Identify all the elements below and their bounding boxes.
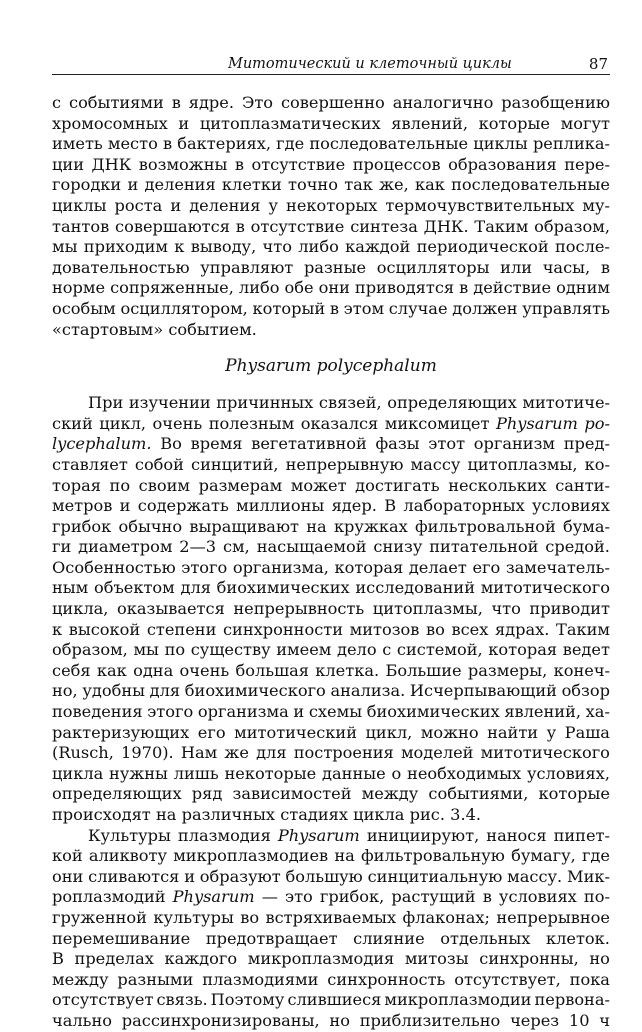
paragraph bbox=[52, 393, 610, 825]
text-line: с событиями в ядре. Это совершенно аналогично разобщению bbox=[52, 93, 610, 112]
text-line: В пределах каждого микроплазмодия митозы синхронны, но bbox=[52, 949, 610, 969]
paragraph bbox=[52, 826, 610, 1032]
text-line: «стартовым» событием. bbox=[52, 319, 257, 339]
text-line: городки и деления клетки точно так же, как последовательные bbox=[52, 175, 610, 195]
text-line: образом, мы по существу имеем дело с системой, которая ведет bbox=[52, 640, 610, 660]
text-line: рактеризующих его митотический цикл, можно найти у Раша bbox=[52, 722, 610, 742]
text-line: ги диаметром 2—3 см, насыщаемой снизу питательной средой. bbox=[52, 537, 610, 557]
text-line: особым осциллятором, который в этом случае должен управлять bbox=[52, 298, 610, 318]
text-line: Культуры плазмодия Physarum инициируют, нанося пипет- bbox=[88, 825, 610, 845]
text-line: они сливаются и образуют большую синцитиальную массу. Мик- bbox=[52, 866, 610, 886]
text-line: торая по своим размерам может достигать нескольких санти- bbox=[52, 475, 610, 495]
text-line: (Rusch, 1970). Нам же для построения моделей митотического bbox=[52, 743, 610, 763]
header-rule bbox=[52, 74, 610, 75]
body-text bbox=[52, 93, 610, 1032]
text-line: цикла нужны лишь некоторые данные о необходимых условиях, bbox=[52, 763, 610, 783]
text-line: ным объектом для биохимических исследований митотического bbox=[52, 578, 610, 598]
text-line: к высокой степени синхронности митозов во всех ядрах. Таким bbox=[52, 619, 610, 639]
running-header bbox=[52, 50, 610, 76]
text-line: ставляет собой синцитий, непрерывную массу цитоплазмы, ко- bbox=[52, 454, 610, 474]
text-line: тантов совершаются в отсутствие синтеза ДНК. Таким образом, bbox=[52, 216, 610, 236]
text-line: хромосомных и цитоплазматических явлений, которые могут bbox=[52, 113, 610, 133]
text-line: цикла, оказывается непрерывность цитоплазмы, что приводит bbox=[52, 599, 610, 619]
text-line: циклы роста и деления у некоторых термочувствительных му- bbox=[52, 195, 610, 215]
text-line: норме сопряженные, либо обе они приводятся в действие одним bbox=[52, 278, 610, 298]
text-line: отсутствует связь. Поэтому слившиеся микроплазмодии первона- bbox=[52, 990, 610, 1010]
text-line: метров и содержать миллионы ядер. В лабораторных условиях bbox=[52, 496, 610, 516]
text-line: кой аликвоту микроплазмодиев на фильтровальную бумагу, где bbox=[52, 846, 610, 866]
text-line: грибок обычно выращивают на кружках фильтровальной бума- bbox=[52, 516, 610, 536]
text-line: чально рассинхронизированы, но приблизительно через 10 ч bbox=[52, 1010, 610, 1030]
page-number: 87 bbox=[588, 55, 608, 73]
text-line: lycephalum. Во время вегетативной фазы этот организм пред- bbox=[52, 434, 610, 454]
running-title: Митотический и клеточный циклы bbox=[228, 56, 512, 72]
text-line: поведения этого организма и схемы биохимических явлений, ха- bbox=[52, 702, 610, 722]
text-line: мы приходим к выводу, что либо каждой периодической после- bbox=[52, 237, 610, 257]
section-heading: Physarum polycephalum bbox=[225, 356, 437, 377]
text-line: роплазмодий Physarum — это грибок, растущий в условиях по- bbox=[52, 887, 610, 907]
text-line: Особенностью этого организма, которая делает его замечатель- bbox=[52, 557, 610, 577]
text-line: иметь место в бактериях, где последовательные циклы реплика- bbox=[52, 134, 610, 154]
text-line: груженной культуры во встряхиваемых флаконах; непрерывное bbox=[52, 907, 610, 927]
text-line: но, удобны для биохимического анализа. Исчерпывающий обзор bbox=[52, 681, 610, 701]
text-line: между разными плазмодиями синхронность отсутствует, пока bbox=[52, 969, 610, 989]
text-line: определяющих ряд зависимостей между событиями, которые bbox=[52, 784, 610, 804]
text-line: ции ДНК возможны в отсутствие процессов образования пере- bbox=[52, 154, 610, 174]
text-line: довательностью управляют разные осцилляторы или часы, в bbox=[52, 257, 610, 277]
text-line: При изучении причинных связей, определяющих митотиче- bbox=[88, 393, 610, 413]
text-line: себя как одна очень большая клетка. Большие размеры, конеч- bbox=[52, 660, 610, 680]
text-line: происходят на различных стадиях цикла рис. 3.4. bbox=[52, 805, 482, 824]
text-line: ский цикл, очень полезным оказался миксомицет Physarum po- bbox=[52, 413, 610, 433]
paragraph bbox=[52, 93, 610, 340]
text-line: перемешивание предотвращает слияние отдельных клеток. bbox=[52, 928, 610, 948]
